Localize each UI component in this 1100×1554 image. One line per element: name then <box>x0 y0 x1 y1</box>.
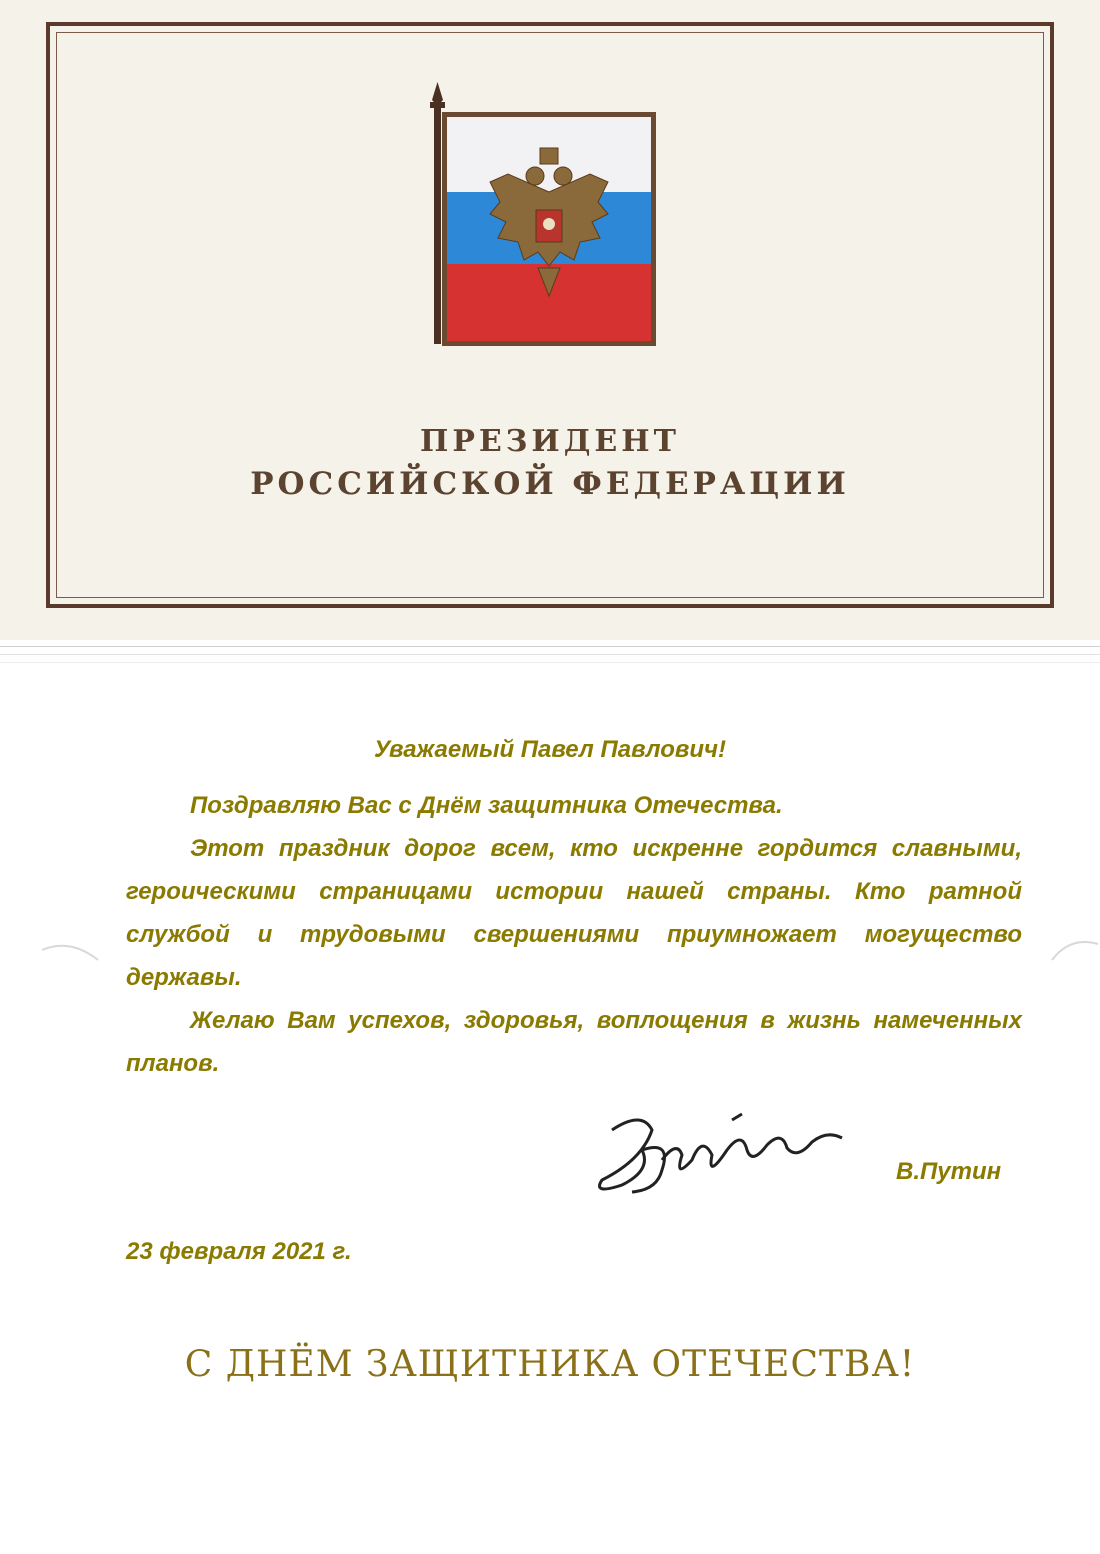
fold-line <box>0 646 1100 647</box>
greeting: Уважаемый Павел Павлович! <box>373 736 727 763</box>
state-flag-emblem <box>420 82 670 352</box>
fold-line-2 <box>0 654 1100 655</box>
paragraph-wishes: Желаю Вам успехов, здоровья, воплощения в жизнь намеченных планов. <box>126 1007 1022 1077</box>
fold-line-3 <box>0 662 1100 663</box>
handwritten-signature <box>582 1100 858 1210</box>
paragraph-congratulation: Поздравляю Вас с Днём защитника Отечества. <box>190 792 783 819</box>
header-title-line2: РОССИЙСКОЙ ФЕДЕРАЦИИ <box>250 466 850 502</box>
corner-slot-right-icon <box>1050 930 1100 970</box>
letter-body <box>126 784 1022 1085</box>
corner-slot-left-icon <box>40 930 100 970</box>
flag-with-eagle-icon <box>420 82 670 352</box>
paragraph-main: Этот праздник дорог всем, кто искренне гордится славными, героическими страницами истории нашей страны. Кто ратной службой и трудовыми свершениями приумножает могущество державы. <box>126 835 1022 991</box>
signature-name: В.Путин <box>896 1158 1002 1185</box>
header-title-line1: ПРЕЗИДЕНТ <box>420 424 680 459</box>
footer-title: С ДНЁМ ЗАЩИТНИКА ОТЕЧЕСТВА! <box>184 1344 916 1385</box>
letter-date: 23 февраля 2021 г. <box>126 1238 352 1265</box>
